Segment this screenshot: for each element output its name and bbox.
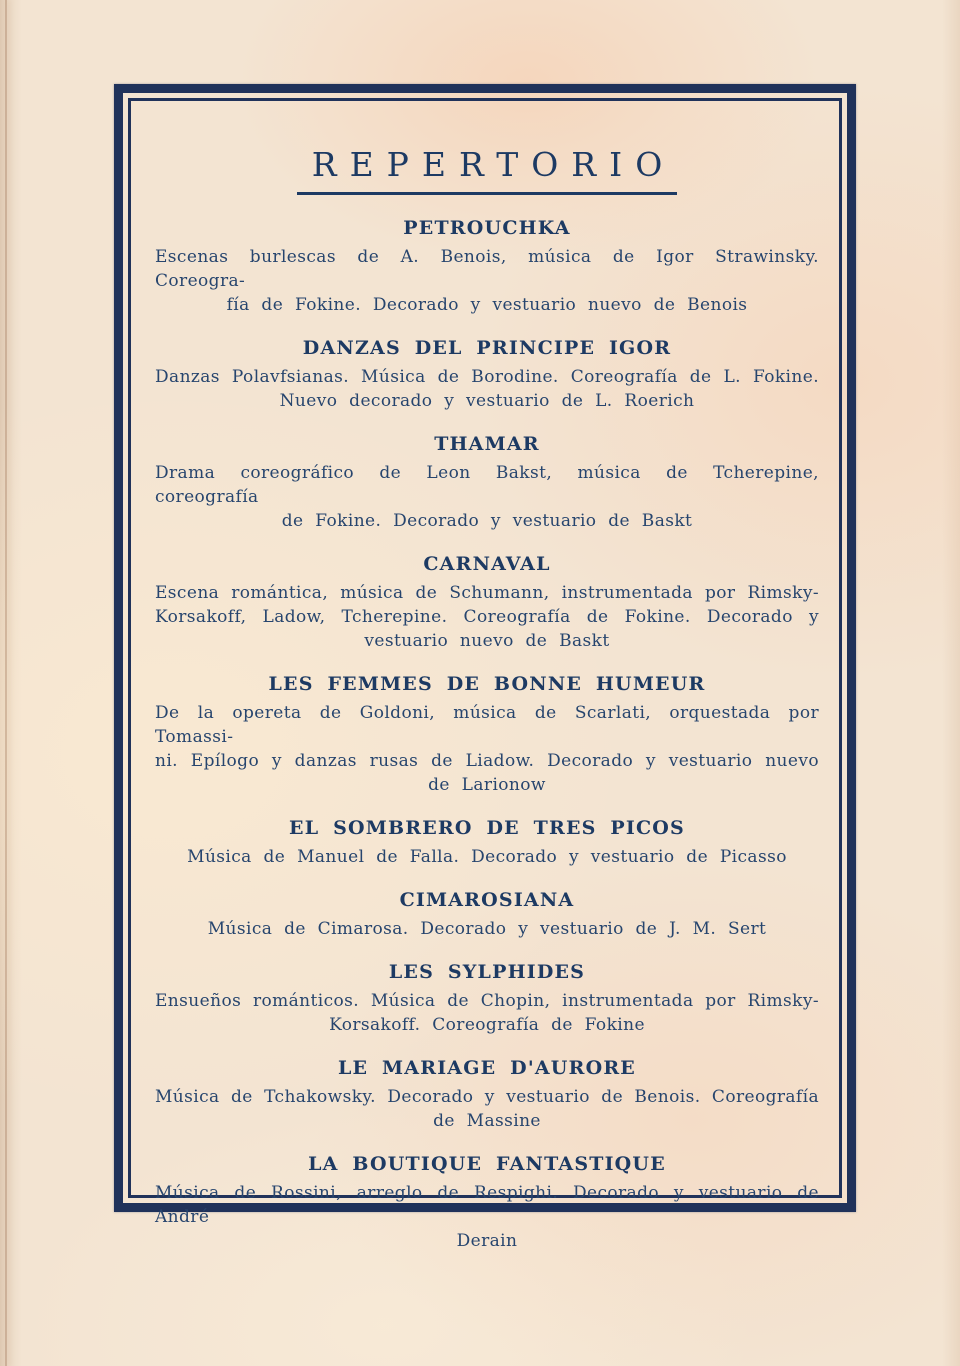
repertoire-entry <box>155 671 819 797</box>
desc-line: de Fokine. Decorado y vestuario de Baskt <box>281 511 693 531</box>
paper-fold-line <box>5 0 7 1366</box>
desc-line: De la opereta de Goldoni, música de Scarlati, orquestada por Tomassi- <box>155 703 819 747</box>
desc-line: Música de Cimarosa. Decorado y vestuario de J. M. Sert <box>207 919 767 939</box>
entry-title: LES SYLPHIDES <box>388 961 586 983</box>
desc-line: Nuevo decorado y vestuario de L. Roerich <box>279 391 695 411</box>
entry-description <box>155 581 819 653</box>
entry-description <box>155 365 819 413</box>
entry-title: CARNAVAL <box>423 553 551 575</box>
desc-line: ni. Epílogo y danzas rusas de Liadow. Decorado y vestuario nuevo <box>155 751 819 771</box>
repertoire-entry <box>155 335 819 413</box>
page-title: REPERTORIO <box>297 145 678 195</box>
repertoire-entry <box>155 215 819 317</box>
entry-description <box>155 845 819 869</box>
entry-description <box>155 1181 819 1253</box>
entry-description <box>155 1085 819 1133</box>
repertoire-entry <box>155 887 819 941</box>
entry-description <box>155 917 819 941</box>
desc-line: Korsakoff, Ladow, Tcherepine. Coreografía de Fokine. Decorado y <box>155 607 819 627</box>
repertoire-entry <box>155 431 819 533</box>
entry-title: DANZAS DEL PRINCIPE IGOR <box>302 337 672 359</box>
entry-title: LA BOUTIQUE FANTASTIQUE <box>308 1153 666 1175</box>
desc-line: de Larionow <box>428 775 546 795</box>
repertoire-entry <box>155 1151 819 1253</box>
entry-description <box>155 461 819 533</box>
desc-line: Drama coreográfico de Leon Bakst, música de Tcherepine, coreografía <box>155 463 819 507</box>
entry-description <box>155 989 819 1037</box>
desc-line: Korsakoff. Coreografía de Fokine <box>329 1015 645 1035</box>
desc-line: de Massine <box>433 1111 541 1131</box>
desc-line: Derain <box>456 1231 518 1251</box>
entry-title: LE MARIAGE D'AURORE <box>338 1057 636 1079</box>
repertoire-entry <box>155 1055 819 1133</box>
entry-description <box>155 701 819 797</box>
entry-description <box>155 245 819 317</box>
entry-title: PETROUCHKA <box>403 217 571 239</box>
entry-title: THAMAR <box>434 433 540 455</box>
desc-line: Música de Tchakowsky. Decorado y vestuario de Benois. Coreografía <box>155 1087 819 1107</box>
desc-line: vestuario nuevo de Baskt <box>364 631 610 651</box>
repertoire-entry <box>155 815 819 869</box>
title-block <box>155 145 819 195</box>
decorative-double-border <box>114 84 856 1251</box>
repertoire-list <box>155 215 819 1253</box>
desc-line: fía de Fokine. Decorado y vestuario nuevo de Benois <box>226 295 748 315</box>
entry-title: CIMAROSIANA <box>399 889 575 911</box>
desc-line: Música de Rossini, arreglo de Respighi. Decorado y vestuario de André <box>155 1183 819 1227</box>
inner-border <box>128 98 842 1251</box>
desc-line: Música de Manuel de Falla. Decorado y vestuario de Picasso <box>187 847 787 867</box>
desc-line: Danzas Polavfsianas. Música de Borodine. Coreografía de L. Fokine. <box>155 367 819 387</box>
entry-title: EL SOMBRERO DE TRES PICOS <box>289 817 685 839</box>
repertoire-entry <box>155 959 819 1037</box>
repertoire-entry <box>155 551 819 653</box>
entry-title: LES FEMMES DE BONNE HUMEUR <box>268 673 706 695</box>
desc-line: Escenas burlescas de A. Benois, música de Igor Strawinsky. Coreogra- <box>155 247 819 291</box>
desc-line: Escena romántica, música de Schumann, instrumentada por Rimsky- <box>155 583 819 603</box>
desc-line: Ensueños románticos. Música de Chopin, instrumentada por Rimsky- <box>155 991 819 1011</box>
